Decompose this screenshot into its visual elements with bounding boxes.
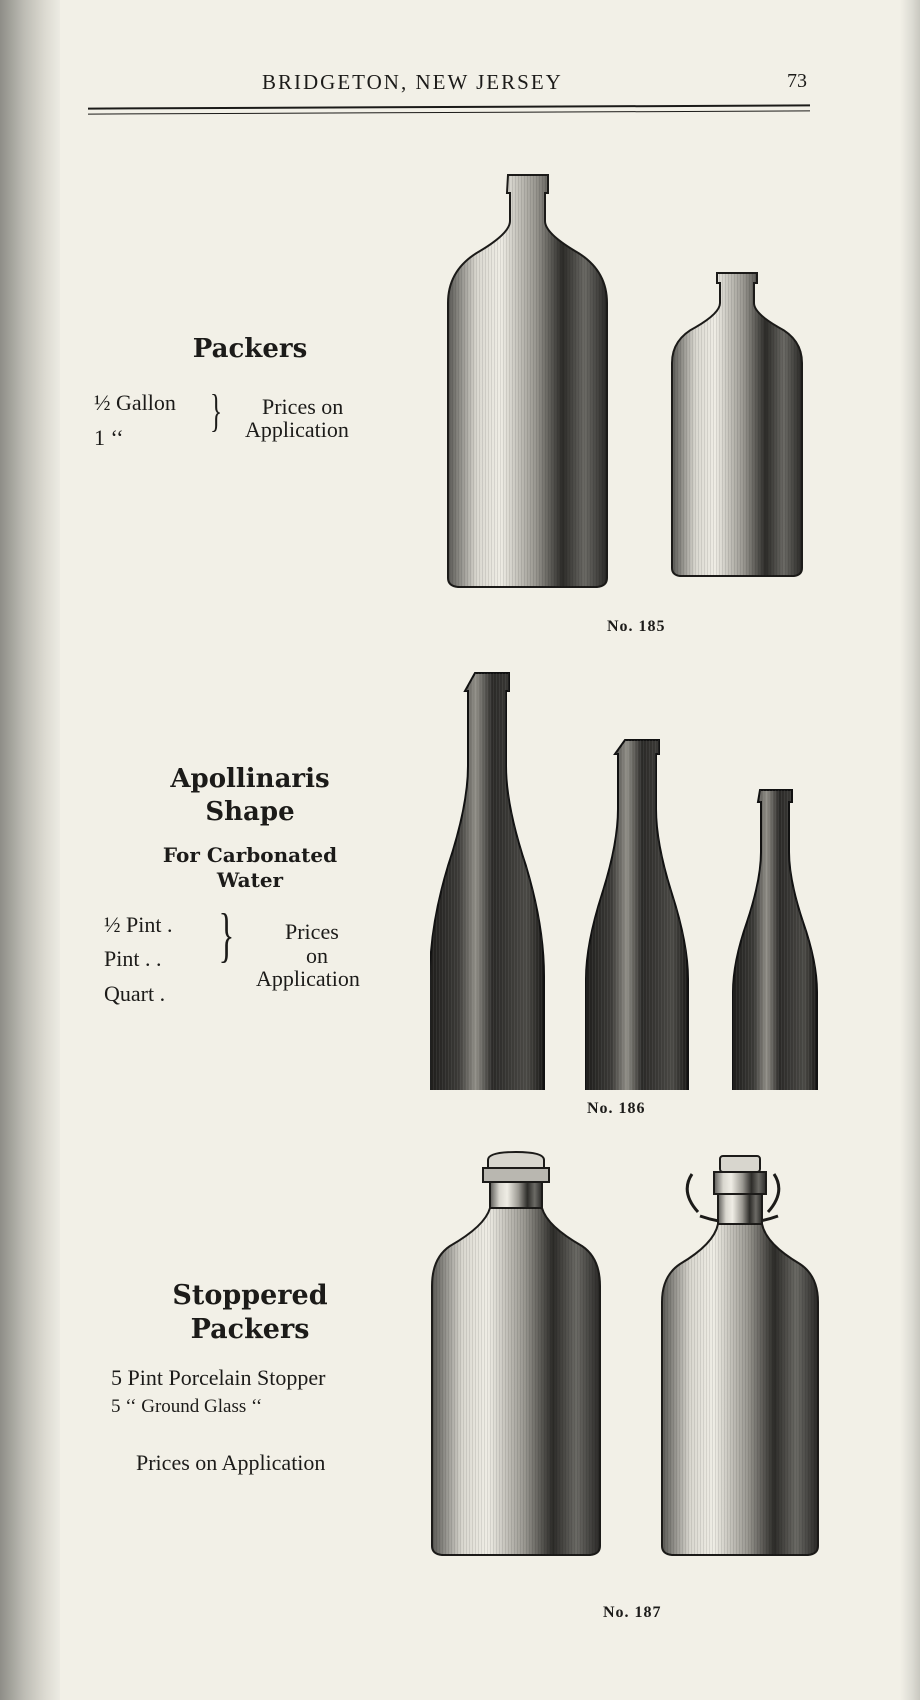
apollinaris-size-half-pint: ½ Pint . [104,912,173,937]
apollinaris-half-pint-bottle [733,790,817,1090]
page-edge [900,0,920,1700]
apollinaris-price-note-3: Application [256,966,360,991]
apollinaris-size-pint: Pint . . [104,946,162,971]
apollinaris-size-quart: Quart . [104,981,166,1006]
stoppered-bottles-illustration [430,1150,830,1590]
packers-bottles-illustration [440,170,820,610]
stoppered-ground-glass-bottle [662,1156,818,1555]
apollinaris-title-line-2: Shape [205,797,295,827]
packers-title: Packers [192,334,308,364]
packers-price-note-2: Application [245,417,349,442]
packers-size-half-gallon: ½ Gallon [94,390,176,415]
apollinaris-price-note-1: Prices [285,919,339,944]
stoppered-title-line-1: Stoppered [172,1280,328,1311]
packers-small-bottle [672,273,802,576]
page-number: 73 [787,70,807,92]
apollinaris-title-line-1: Apollinaris [170,764,330,794]
stoppered-size-porcelain: 5 Pint Porcelain Stopper [111,1365,326,1390]
stoppered-title-line-2: Packers [190,1314,310,1345]
stoppered-size-ground-glass: 5 ‘‘ Ground Glass ‘‘ [111,1396,263,1417]
packers-brace: } [209,385,223,436]
packers-price-note-1: Prices on [262,394,344,419]
apollinaris-subtitle-line-2: Water [216,868,284,892]
book-gutter-shadow [0,0,60,1700]
apollinaris-subtitle-line-1: For Carbonated [162,843,338,867]
packers-size-one-gallon: 1 ‘‘ [94,425,124,450]
stoppered-price-note: Prices on Application [136,1450,326,1475]
apollinaris-brace: } [218,902,235,968]
stoppered-caption: No. 187 [603,1604,662,1621]
apollinaris-pint-bottle [586,740,688,1090]
apollinaris-quart-bottle [430,673,544,1090]
apollinaris-price-note-2: on [306,943,328,968]
stoppered-porcelain-bottle [432,1152,600,1555]
packers-large-bottle [448,175,607,587]
apollinaris-bottles-illustration [430,665,830,1090]
running-header: BRIDGETON, NEW JERSEY [262,70,563,94]
apollinaris-caption: No. 186 [587,1100,646,1117]
packers-caption: No. 185 [607,618,666,635]
